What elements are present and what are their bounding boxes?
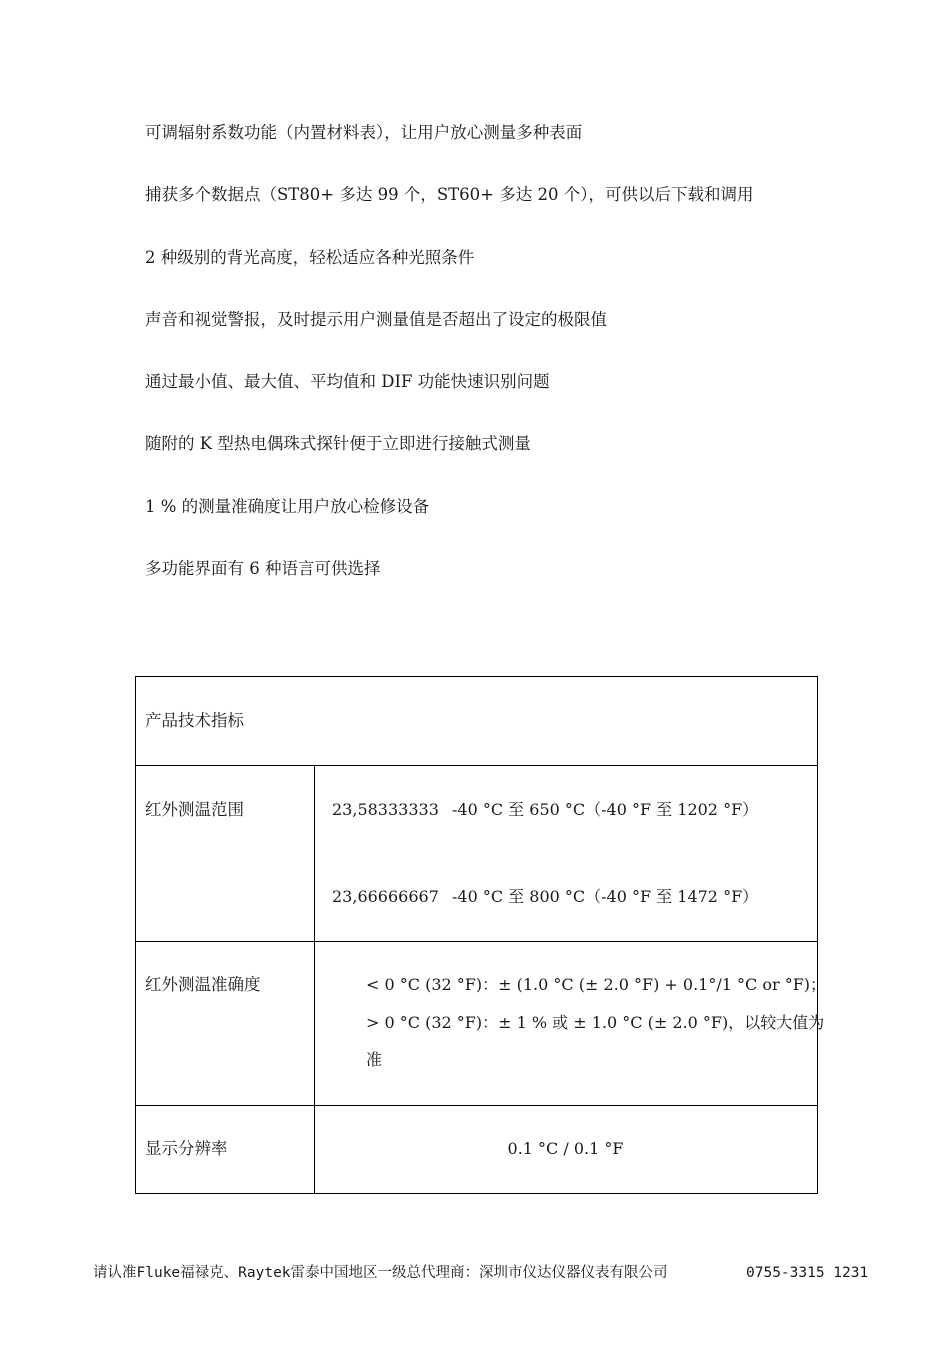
footer-phone: 0755-3315 1231 bbox=[746, 1265, 869, 1281]
feature-item: 1 % 的测量准确度让用户放心检修设备 bbox=[145, 497, 430, 516]
range-value: -40 °C 至 650 °C（-40 °F 至 1202 °F） bbox=[452, 800, 759, 819]
column-divider bbox=[314, 765, 315, 1193]
feature-item: 随附的 K 型热电偶珠式探针便于立即进行接触式测量 bbox=[145, 434, 531, 453]
table-row bbox=[136, 765, 817, 941]
feature-item: 2 种级别的背光高度，轻松适应各种光照条件 bbox=[145, 248, 475, 267]
spec-table bbox=[135, 676, 827, 1194]
feature-item: 通过最小值、最大值、平均值和 DIF 功能快速识别问题 bbox=[145, 372, 550, 391]
range-code: 23,66666667 bbox=[332, 887, 439, 906]
spec-table-header-row bbox=[136, 677, 817, 765]
accuracy-line: 准 bbox=[366, 1050, 383, 1069]
range-value: -40 °C 至 800 °C（-40 °F 至 1472 °F） bbox=[452, 887, 759, 906]
feature-item: 声音和视觉警报，及时提示用户测量值是否超出了设定的极限值 bbox=[145, 310, 607, 329]
footer-text: 请认准Fluke福禄克、Raytek雷泰中国地区一级总代理商：深圳市仪达仪器仪表有限公司 bbox=[93, 1265, 668, 1281]
feature-item: 多功能界面有 6 种语言可供选择 bbox=[145, 559, 381, 578]
row-label: 红外测温范围 bbox=[145, 800, 244, 819]
feature-item: 捕获多个数据点（ST80+ 多达 99 个，ST60+ 多达 20 个），可供以后下载和调用 bbox=[145, 185, 754, 204]
accuracy-line: < 0 °C (32 °F)：± (1.0 °C (± 2.0 °F) + 0.1°/1 °C or °F)； bbox=[366, 975, 827, 994]
accuracy-line: > 0 °C (32 °F)：± 1 % 或 ± 1.0 °C (± 2.0 °F)，以较大值为 bbox=[366, 1013, 825, 1032]
page-footer bbox=[93, 1263, 869, 1283]
table-row bbox=[136, 1105, 817, 1193]
row-label: 红外测温准确度 bbox=[145, 975, 261, 994]
feature-item: 可调辐射系数功能（内置材料表），让用户放心测量多种表面 bbox=[145, 123, 583, 142]
spec-table-title: 产品技术指标 bbox=[145, 711, 244, 730]
row-label: 显示分辨率 bbox=[145, 1139, 228, 1158]
resolution-value: 0.1 °C / 0.1 °F bbox=[507, 1139, 624, 1158]
table-row bbox=[136, 941, 827, 1105]
range-code: 23,58333333 bbox=[332, 800, 439, 819]
